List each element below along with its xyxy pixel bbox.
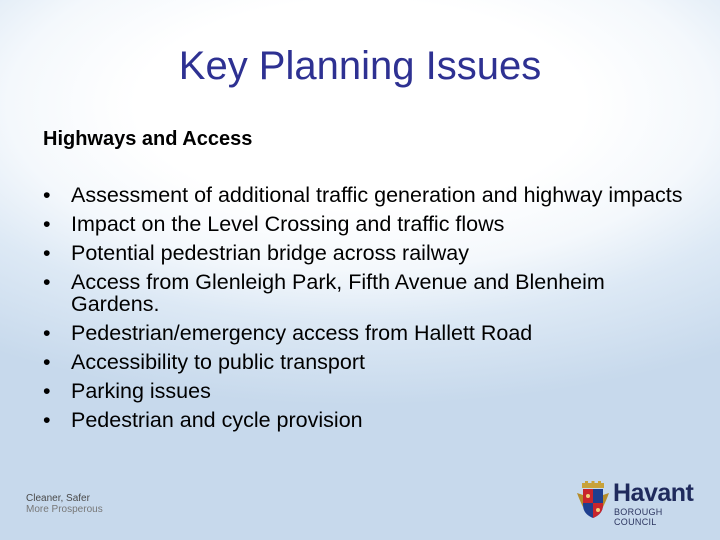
- bullet-icon: •: [43, 212, 51, 236]
- list-item: [43, 184, 693, 206]
- footer-tagline: [26, 493, 103, 515]
- bullet-icon: •: [43, 379, 51, 403]
- list-item-text: Impact on the Level Crossing and traffic flows: [71, 212, 505, 236]
- bullet-icon: •: [43, 350, 51, 374]
- list-item-text: Parking issues: [71, 379, 211, 403]
- list-item-text: Pedestrian and cycle provision: [71, 408, 363, 432]
- bullet-list: [43, 184, 693, 438]
- council-crest-icon: [576, 481, 610, 521]
- list-item: [43, 380, 693, 402]
- list-item: [43, 213, 693, 235]
- bullet-icon: •: [43, 408, 51, 432]
- list-item: [43, 409, 693, 431]
- slide-title: Key Planning Issues: [178, 44, 542, 88]
- list-item-text: Pedestrian/emergency access from Hallett Road: [71, 321, 533, 345]
- bullet-icon: •: [43, 321, 51, 345]
- bullet-icon: •: [43, 241, 51, 265]
- list-item-text: Access from Glenleigh Park, Fifth Avenue and Blenheim Gardens.: [71, 270, 605, 316]
- bullet-icon: •: [43, 270, 51, 294]
- logo-name: Havant: [613, 479, 694, 507]
- list-item: [43, 322, 693, 344]
- list-item-text: Assessment of additional traffic generation and highway impacts: [71, 183, 683, 207]
- list-item: [43, 271, 693, 315]
- list-item-text: Potential pedestrian bridge across railway: [71, 241, 469, 265]
- list-item: [43, 242, 693, 264]
- section-subheading: Highways and Access: [43, 128, 253, 150]
- bullet-icon: •: [43, 183, 51, 207]
- tagline-line2: More Prosperous: [26, 504, 103, 515]
- list-item-text: Accessibility to public transport: [71, 350, 365, 374]
- list-item: [43, 351, 693, 373]
- havant-logo: [576, 479, 706, 527]
- tagline-line1: Cleaner, Safer: [26, 493, 90, 504]
- logo-subtitle: BOROUGH COUNCIL: [614, 507, 663, 527]
